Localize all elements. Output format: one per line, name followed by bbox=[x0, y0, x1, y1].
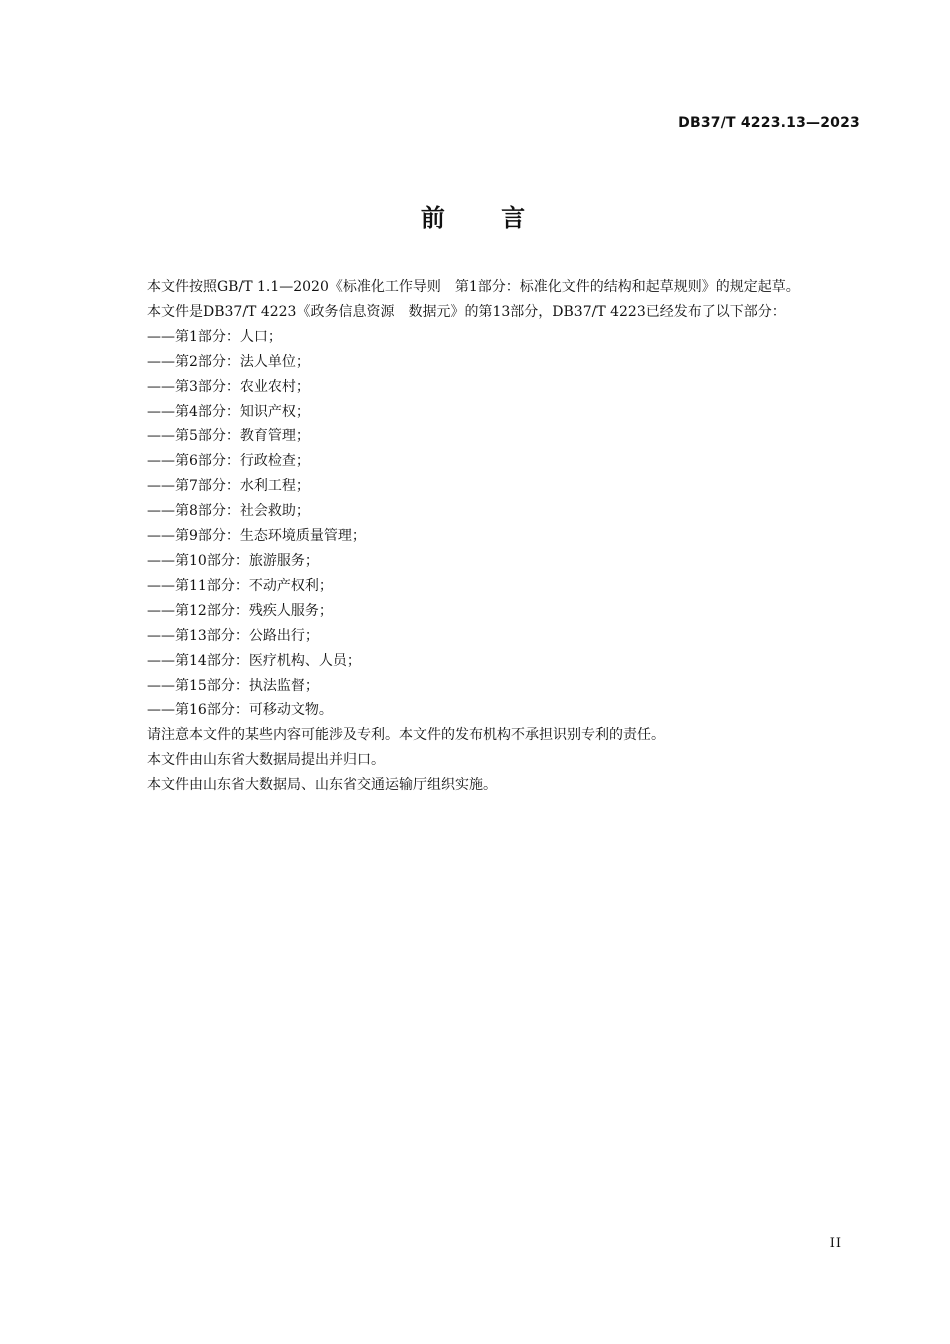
paragraph-series-intro: 本文件是DB37/T 4223《政务信息资源 数据元》的第13部分，DB37/T 4223已经发布了以下部分： bbox=[147, 303, 786, 320]
page-number: II bbox=[829, 1236, 842, 1251]
paragraph-drafting-basis: 本文件按照GB/T 1.1—2020《标准化工作导则 第1部分：标准化文件的结构和起草规则》的规定起草。 bbox=[147, 279, 800, 295]
list-item: ——第14部分：医疗机构、人员； bbox=[147, 652, 361, 669]
document-code: DB37/T 4223.13—2023 bbox=[678, 115, 860, 131]
list-item: ——第1部分：人口； bbox=[147, 328, 282, 345]
document-body bbox=[113, 275, 873, 798]
paragraph-patent-notice: 请注意本文件的某些内容可能涉及专利。本文件的发布机构不承担识别专利的责任。 bbox=[147, 727, 665, 744]
list-item: ——第15部分：执法监督； bbox=[147, 677, 319, 694]
list-item: ——第2部分：法人单位； bbox=[147, 353, 310, 370]
parts-list bbox=[113, 325, 873, 724]
list-item: ——第12部分：残疾人服务； bbox=[147, 602, 333, 619]
list-item: ——第16部分：可移动文物。 bbox=[147, 702, 333, 719]
list-item: ——第11部分：不动产权利； bbox=[147, 577, 333, 594]
page-title: 前 言 bbox=[420, 204, 550, 232]
list-item: ——第3部分：农业农村； bbox=[147, 378, 310, 395]
list-item: ——第10部分：旅游服务； bbox=[147, 552, 319, 569]
list-item: ——第5部分：教育管理； bbox=[147, 428, 310, 445]
list-item: ——第4部分：知识产权； bbox=[147, 403, 310, 420]
paragraph-proposer: 本文件由山东省大数据局提出并归口。 bbox=[147, 752, 385, 769]
list-item: ——第7部分：水利工程； bbox=[147, 478, 310, 495]
list-item: ——第6部分：行政检查； bbox=[147, 453, 310, 470]
list-item: ——第8部分：社会救助； bbox=[147, 503, 310, 520]
paragraph-implementer: 本文件由山东省大数据局、山东省交通运输厅组织实施。 bbox=[147, 777, 497, 794]
list-item: ——第13部分：公路出行； bbox=[147, 627, 319, 644]
list-item: ——第9部分：生态环境质量管理； bbox=[147, 528, 366, 545]
